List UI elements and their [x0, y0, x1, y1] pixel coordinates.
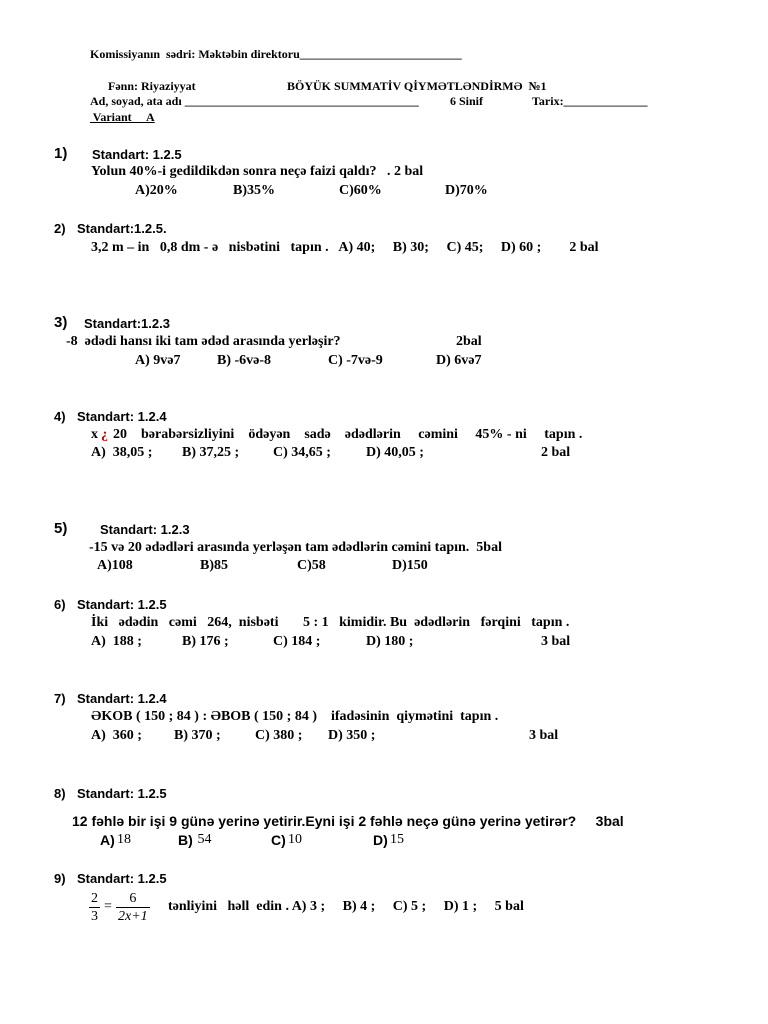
- q3-points: 2bal: [456, 334, 482, 349]
- q2-text: 3,2 m – in 0,8 dm - ə nisbətini tapın . A) 40; B) 30; C) 45; D) 60 ; 2 bal: [91, 240, 599, 255]
- q3-text: -8 ədədi hansı iki tam ədəd arasında yerləşir?: [66, 334, 341, 349]
- q7-option-a: A) 360 ;: [91, 728, 142, 743]
- q8-option-a-label: A): [100, 832, 115, 848]
- q8-option-a-value: 18: [117, 832, 131, 847]
- q8-option-d-label: D): [373, 832, 388, 848]
- q1-option-c: C)60%: [339, 183, 382, 198]
- q6-standard: Standart: 1.2.5: [77, 597, 167, 612]
- q3-option-a: A) 9və7: [135, 353, 181, 368]
- q1-option-d: D)70%: [445, 183, 488, 198]
- page-title: BÖYÜK SUMMATİV QİYMƏTLƏNDİRMƏ №1: [287, 79, 547, 93]
- q2-number: 2): [54, 221, 66, 236]
- variant-label: Variant A: [90, 110, 155, 124]
- q8-option-b-label: B): [178, 832, 193, 848]
- q8-option-c-label: C): [271, 832, 286, 848]
- q5-option-b: B)85: [200, 558, 228, 573]
- q4-standard: Standart: 1.2.4: [77, 409, 167, 424]
- q9-fraction-left-denominator: 3: [91, 909, 98, 924]
- q4-text: 20 bərabərsizliyini ödəyən sadə ədədlərin cəmini 45% - ni tapın .: [113, 427, 583, 442]
- q5-option-a: A)108: [97, 558, 133, 573]
- q8-option-d-value: 15: [390, 832, 404, 847]
- q7-number: 7): [54, 691, 66, 706]
- commission-line: Komissiyanın sədri: Məktəbin direktoru___________________________: [90, 47, 462, 61]
- q9-fraction-left: [89, 890, 100, 925]
- q4-points: 2 bal: [541, 445, 571, 460]
- name-line: Ad, soyad, ata adı _______________________________________: [90, 94, 419, 108]
- q8-option-b-value: 54: [194, 832, 212, 847]
- q3-standard: Standart:1.2.3: [84, 316, 170, 331]
- q7-option-c: C) 380 ;: [255, 728, 303, 743]
- q5-option-d: D)150: [392, 558, 428, 573]
- q9-number: 9): [54, 871, 66, 886]
- q6-number: 6): [54, 597, 66, 612]
- q7-points: 3 bal: [529, 728, 559, 743]
- q6-option-a: A) 188 ;: [91, 634, 142, 649]
- q6-option-d: D) 180 ;: [366, 634, 414, 649]
- q4-option-b: B) 37,25 ;: [182, 445, 240, 460]
- q9-fraction-right: [116, 890, 150, 925]
- q6-option-c: C) 184 ;: [273, 634, 321, 649]
- q3-option-d: D) 6və7: [436, 353, 482, 368]
- q4-option-a: A) 38,05 ;: [91, 445, 153, 460]
- q4-variable: x: [91, 427, 98, 442]
- q7-standard: Standart: 1.2.4: [77, 691, 167, 706]
- q1-option-a: A)20%: [135, 183, 178, 198]
- q4-number: 4): [54, 409, 66, 424]
- q5-number: 5): [54, 520, 68, 537]
- q2-standard: Standart:1.2.5.: [77, 221, 167, 236]
- q5-text: -15 və 20 ədədləri arasında yerləşən tam ədədlərin cəmini tapın. 5bal: [89, 540, 502, 555]
- q7-option-b: B) 370 ;: [174, 728, 221, 743]
- q9-fraction-right-numerator: 6: [116, 890, 150, 908]
- q8-option-c-value: 10: [288, 832, 302, 847]
- date-line: Tarix:______________: [532, 94, 648, 108]
- q1-text: Yolun 40%-i gedildikdən sonra neçə faizi qaldı? . 2 bal: [91, 164, 424, 179]
- q8-standard: Standart: 1.2.5: [77, 786, 167, 801]
- q9-equals-sign: =: [104, 899, 112, 914]
- q3-option-b: B) -6və-8: [217, 353, 272, 368]
- q1-number: 1): [54, 145, 68, 162]
- q1-option-b: B)35%: [233, 183, 275, 198]
- q8-number: 8): [54, 786, 66, 801]
- q9-fraction-left-numerator: 2: [91, 891, 98, 906]
- q6-text: İki ədədin cəmi 264, nisbəti 5 : 1 kimidir. Bu ədədlərin fərqini tapın .: [91, 615, 570, 630]
- q4-option-c: C) 34,65 ;: [273, 445, 331, 460]
- q4-option-d: D) 40,05 ;: [366, 445, 424, 460]
- q6-option-b: B) 176 ;: [182, 634, 229, 649]
- subject-label: Fənn: Riyaziyyat: [108, 79, 196, 93]
- q9-standard: Standart: 1.2.5: [77, 871, 167, 886]
- q9-text: tənliyini həll edin . A) 3 ; B) 4 ; C) 5 ; D) 1 ; 5 bal: [168, 899, 524, 914]
- q3-number: 3): [54, 314, 68, 331]
- q8-text: 12 fəhlə bir işi 9 günə yerinə yetirir.Eyni işi 2 fəhlə neçə günə yerinə yetirər? 3bal: [72, 813, 624, 829]
- q7-option-d: D) 350 ;: [328, 728, 376, 743]
- q4-symbol: ¿: [101, 427, 108, 442]
- q3-option-c: C) -7və-9: [328, 353, 383, 368]
- q6-points: 3 bal: [541, 634, 571, 649]
- grade-label: 6 Sinif: [450, 94, 484, 108]
- q7-text: ƏKOB ( 150 ; 84 ) : ƏBOB ( 150 ; 84 ) ifadəsinin qiymətini tapın .: [91, 709, 499, 724]
- q9-fraction-right-denominator: 2x+1: [118, 909, 148, 924]
- q1-standard: Standart: 1.2.5: [92, 147, 182, 162]
- q5-standard: Standart: 1.2.3: [100, 522, 190, 537]
- q5-option-c: C)58: [297, 558, 326, 573]
